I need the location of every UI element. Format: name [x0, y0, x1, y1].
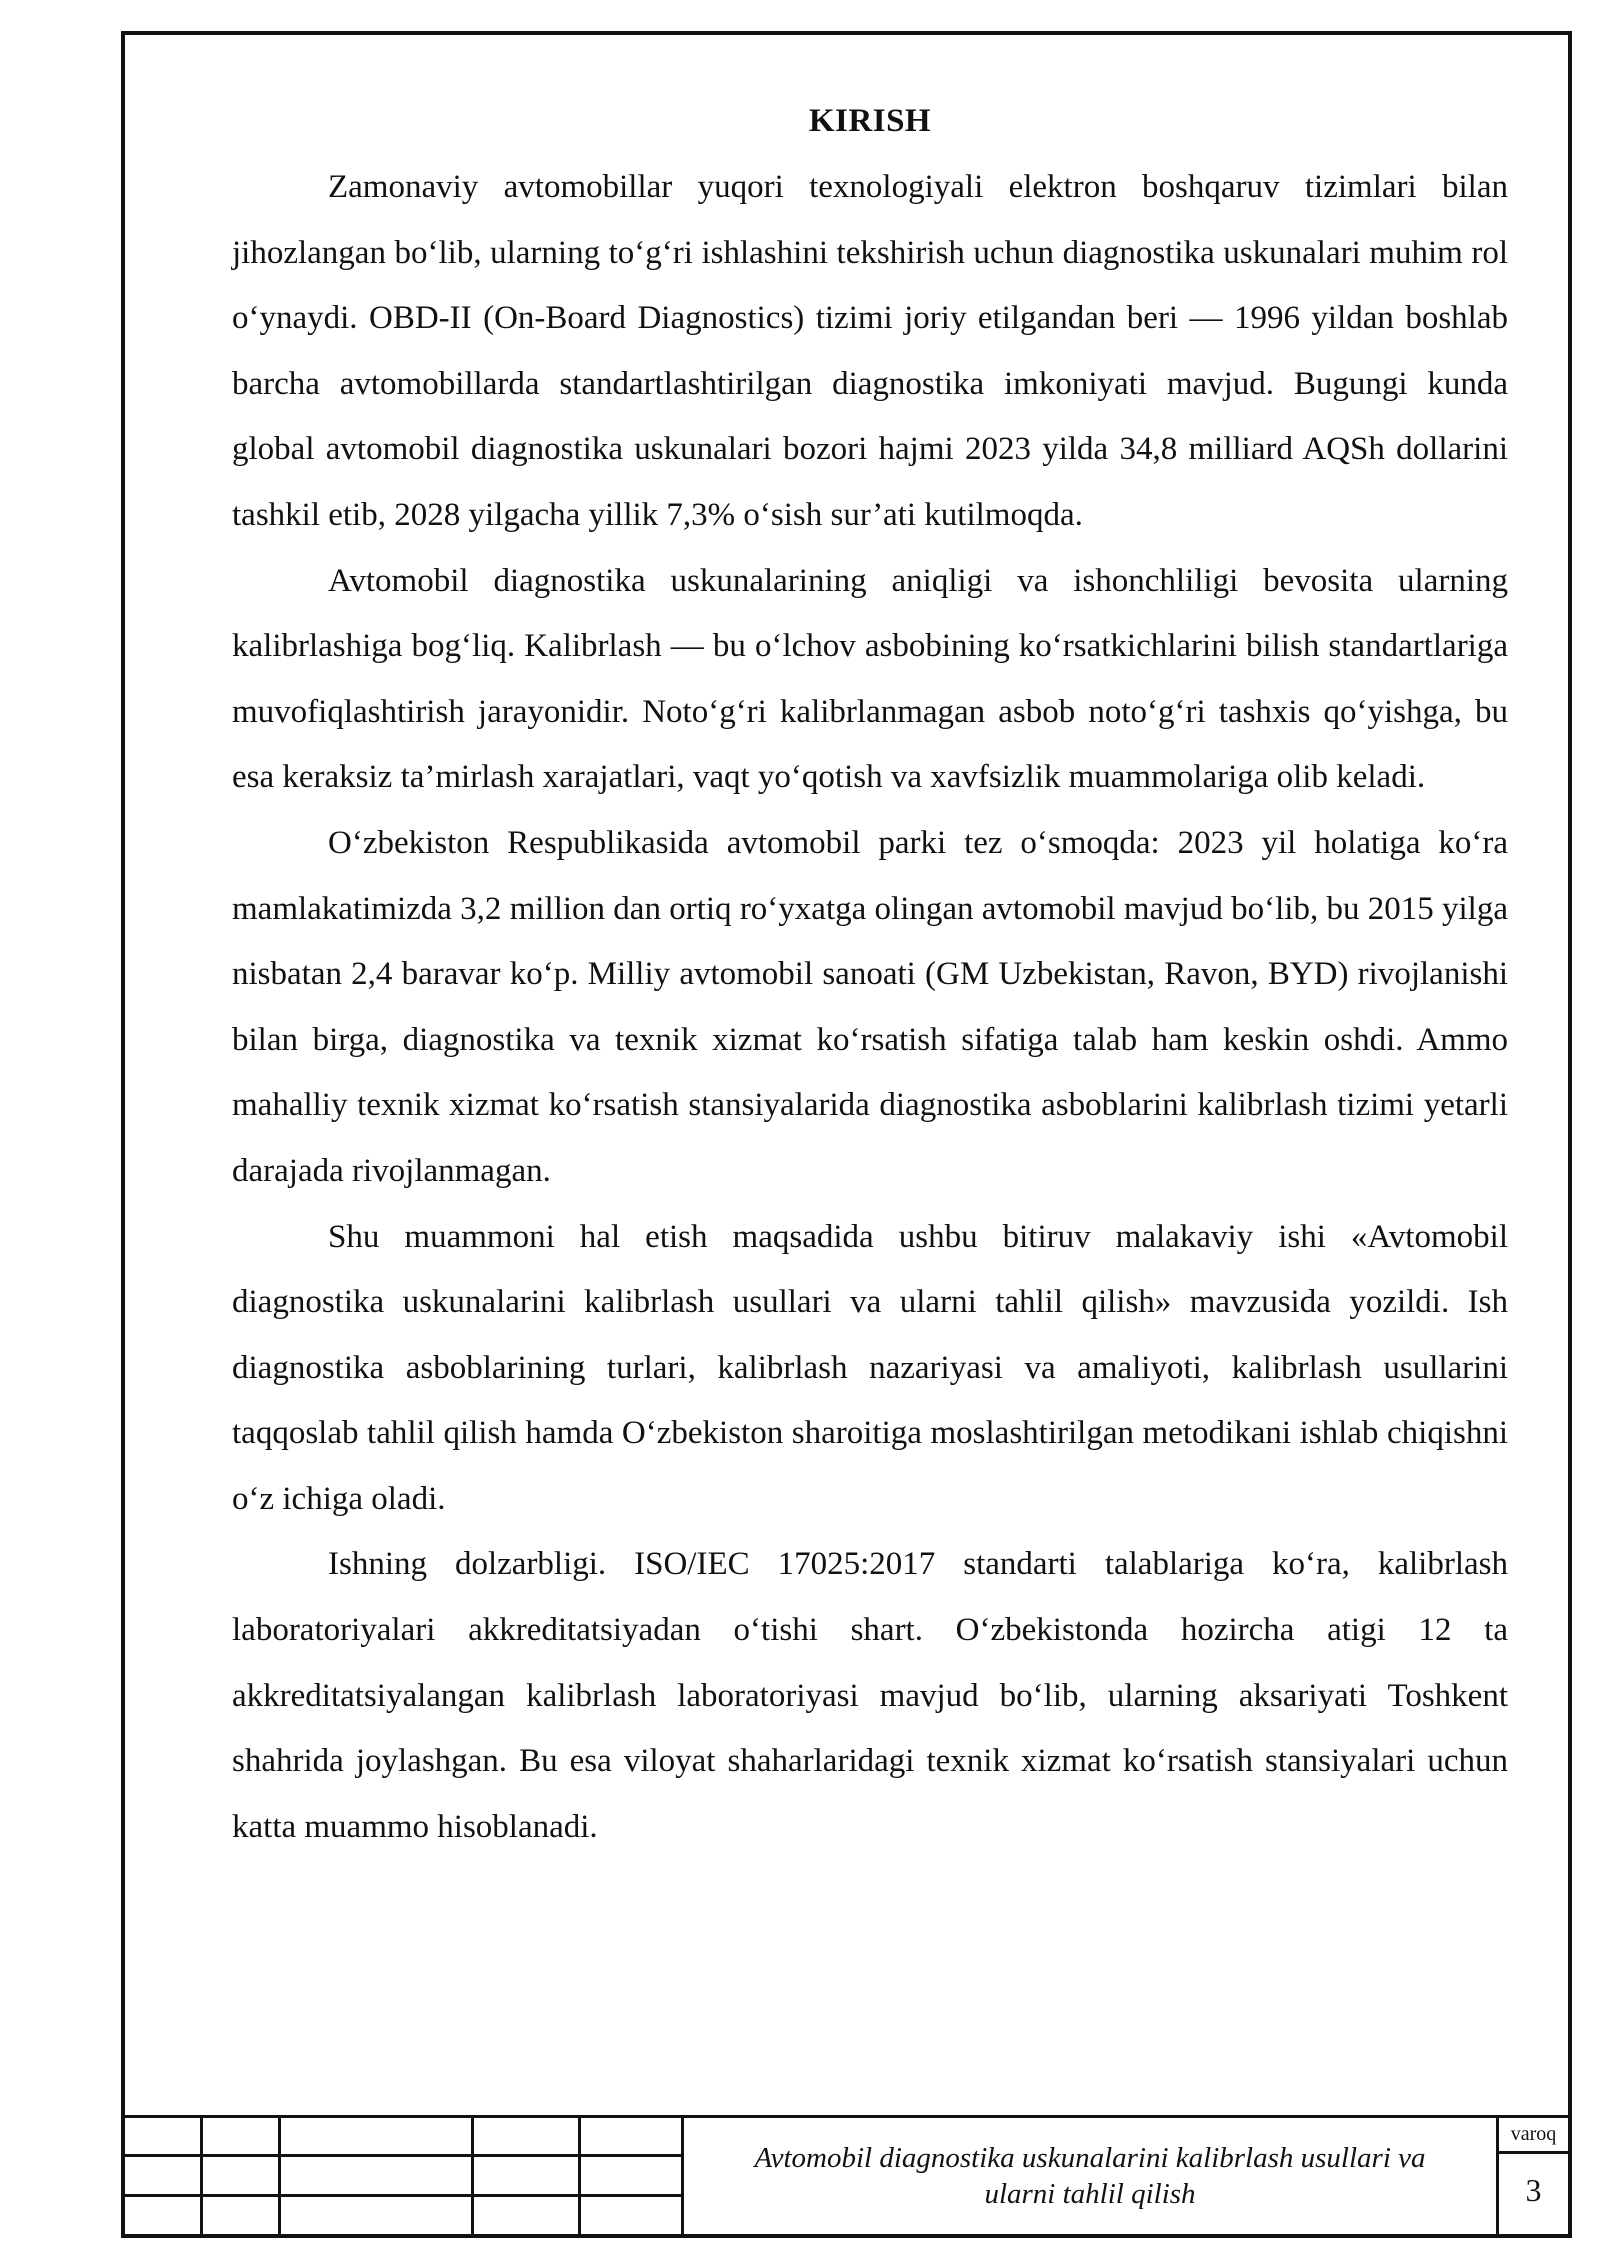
sheet-label: varoq	[1499, 2118, 1568, 2154]
document-title: KIRISH	[808, 103, 932, 139]
grid-line	[278, 2118, 281, 2234]
title-block-grid	[125, 2118, 681, 2234]
paragraph-2: Avtomobil diagnostika uskunalarining aniqligi va ishonchliligi bevosita ularning kalibrlashiga bog‘liq. Kalibrlash — bu o‘lchov asbobining ko‘rsatkichlarini bilish standartlariga muvofiqlashtirish jarayonidir. Noto‘g‘ri kalibrlanmagan asbob noto‘g‘ri tashxis qo‘yishga, bu esa keraksiz ta’mirlash xarajatlari, vaqt yo‘qotish va xavfsizlik muammolariga olib keladi.	[232, 562, 1508, 796]
caption-line-2: ularni tahlil qilish	[984, 2178, 1196, 2210]
grid-line	[578, 2118, 581, 2234]
grid-line	[125, 2154, 681, 2157]
title-block	[125, 2115, 1568, 2234]
paragraph-1: Zamonaviy avtomobillar yuqori texnologiyali elektron boshqaruv tizimlari bilan jihozlangan bo‘lib, ularning to‘g‘ri ishlashini tekshirish uchun diagnostika uskunalari muhim rol o‘ynaydi. OBD-II (On-Board Diagnostics) tizimi joriy etilgandan beri — 1996 yildan boshlab barcha avtomobillarda standartlashtirilgan diagnostika imkoniyati mavjud. Bugungi kunda global avtomobil diagnostika uskunalari bozori hajmi 2023 yilda 34,8 milliard AQSh dollarini tashkil etib, 2028 yilgacha yillik 7,3% o‘sish sur’ati kutilmoqda.	[232, 169, 1508, 533]
document-body	[232, 101, 1508, 1860]
paragraph-4: Shu muammoni hal etish maqsadida ushbu bitiruv malakaviy ishi «Avtomobil diagnostika uskunalarini kalibrlash usullari va ularni tahlil qilish» mavzusida yozildi. Ish diagnostika asboblarining turlari, kalibrlash nazariyasi va amaliyoti, kalibrlash usullarini taqqoslab tahlil qilish hamda O‘zbekiston sharoitiga moslashtirilgan metodikani ishlab chiqishni o‘z ichiga oladi.	[232, 1218, 1508, 1517]
paragraph-5: Ishning dolzarbligi. ISO/IEC 17025:2017 standarti talablariga ko‘ra, kalibrlash laboratoriyalari akkreditatsiyadan o‘tishi shart. O‘zbekistonda hozircha atigi 12 ta akkreditatsiyalangan kalibrlash laboratoriyasi mavjud bo‘lib, ularning aksariyati Toshkent shahrida joylashgan. Bu esa viloyat shaharlaridagi texnik xizmat ko‘rsatish stansiyalari uchun katta muammo hisoblanadi.	[232, 1546, 1508, 1845]
title-block-caption	[681, 2118, 1499, 2234]
grid-line	[200, 2118, 203, 2234]
sheet-cell	[1499, 2118, 1568, 2234]
grid-line	[125, 2194, 681, 2197]
paragraph-3: O‘zbekiston Respublikasida avtomobil parki tez o‘smoqda: 2023 yil holatiga ko‘ra mamlakatimizda 3,2 million dan ortiq ro‘yxatga olingan avtomobil mavjud bo‘lib, bu 2015 yilga nisbatan 2,4 baravar ko‘p. Milliy avtomobil sanoati (GM Uzbekistan, Ravon, BYD) rivojlanishi bilan birga, diagnostika va texnik xizmat ko‘rsatish sifatiga talab ham keskin oshdi. Ammo mahalliy texnik xizmat ko‘rsatish stansiyalarida diagnostika asboblarini kalibrlash tizimi yetarli darajada rivojlanmagan.	[232, 824, 1508, 1189]
caption-line-1: Avtomobil diagnostika uskunalarini kalibrlash usullari va	[754, 2142, 1426, 2174]
page-frame	[121, 31, 1572, 2238]
sheet-number: 3	[1525, 2172, 1542, 2208]
grid-line	[471, 2118, 474, 2234]
